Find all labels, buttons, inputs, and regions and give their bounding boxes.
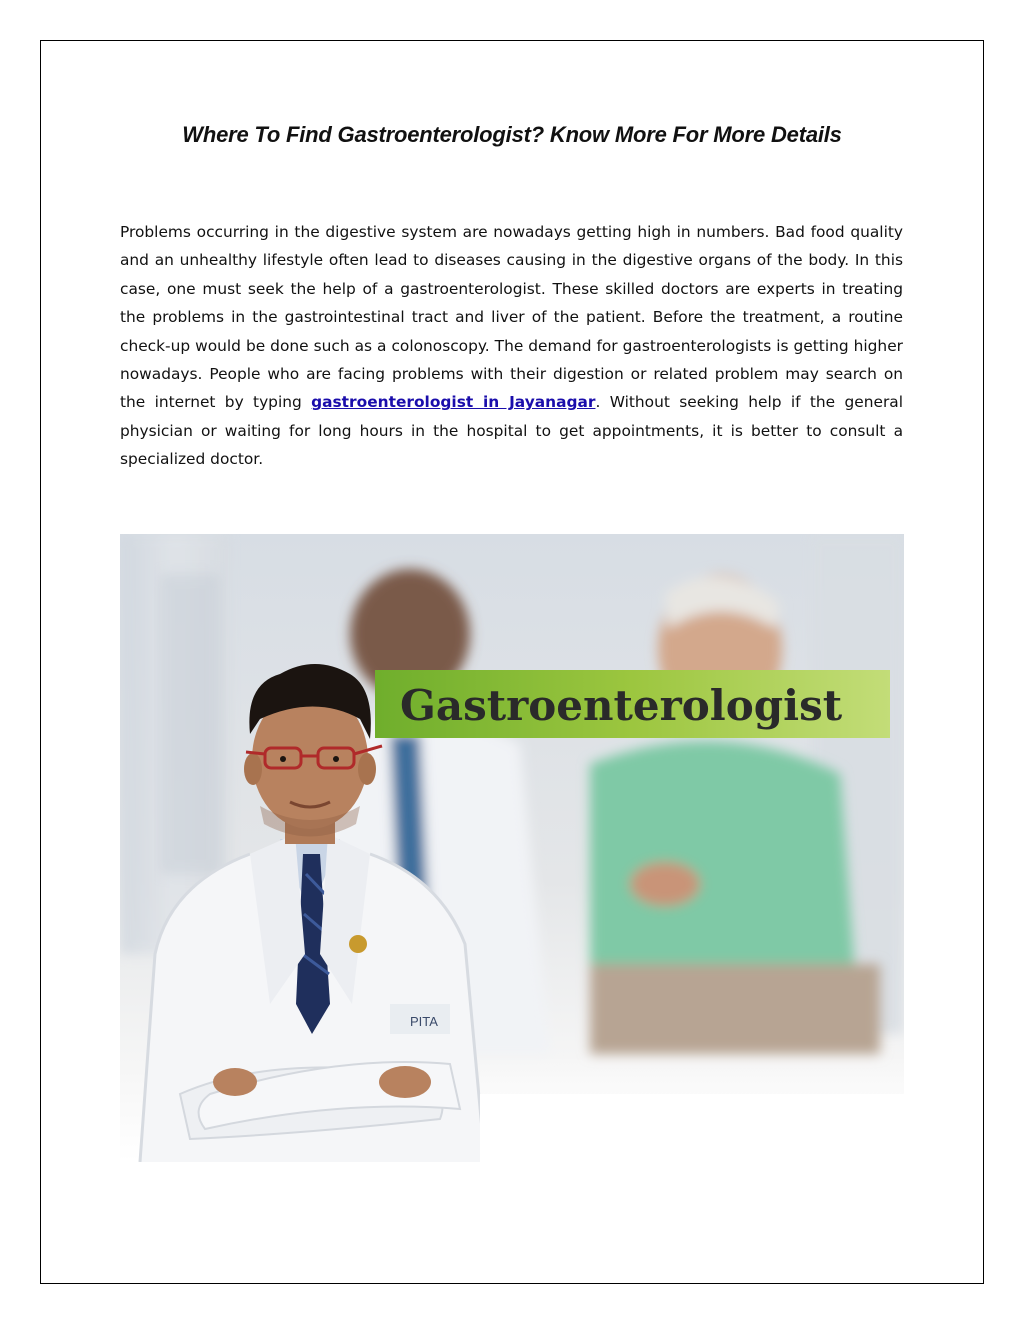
- hero-illustration: [120, 534, 904, 1162]
- paragraph-text-before-link: Problems occurring in the digestive system are nowadays getting high in numbers. Bad food quality and an unhealthy lifestyle often lead to diseases causing in the digestive organs of the body. In this case, one must seek the help of a gastroenterologist. These skilled doctors are experts in treating the problems in the gastrointestinal tract and liver of the patient. Before the treatment, a routine check-up would be done such as a colonoscopy. The demand for gastroenterologists is getting higher nowadays. People who are facing problems with their digestion or related problem may search on the internet by typing: [120, 223, 903, 412]
- gastroenterologist-link[interactable]: gastroenterologist in Jayanagar: [311, 393, 596, 412]
- body-paragraph: [120, 218, 903, 474]
- hero-image: [120, 534, 904, 1162]
- paragraph-text-after-link: . Without seeking help if the general physician or waiting for long hours in the hospital to get appointments, it is better to consult a specialized doctor.: [120, 393, 903, 469]
- document-title: Where To Find Gastroenterologist? Know More For More Details: [182, 122, 842, 147]
- coat-badge-text: PITA: [410, 1014, 438, 1029]
- banner-title: Gastroenterologist: [400, 681, 843, 730]
